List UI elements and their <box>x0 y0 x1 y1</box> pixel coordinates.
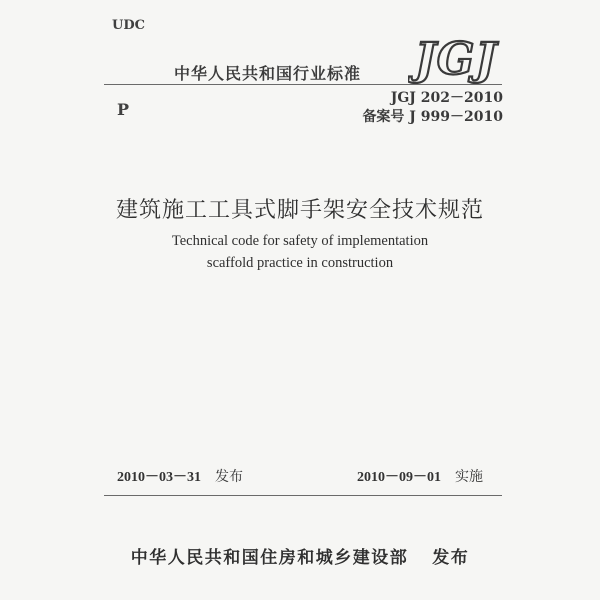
category-letter: P <box>117 100 130 119</box>
release-date: 2010－03－31 <box>117 470 201 485</box>
standard-codes <box>362 89 503 127</box>
record-number: 备案号 J 999－2010 <box>362 109 503 125</box>
footer-rule <box>104 495 502 496</box>
standard-type: 中华人民共和国行业标准 <box>174 64 362 83</box>
release-label: 发布 <box>215 469 243 485</box>
title-english-line2: scaffold practice in construction <box>206 255 394 271</box>
udc-label: UDC <box>112 18 145 33</box>
title-english-line1: Technical code for safety of implementation <box>171 233 429 249</box>
release-date-block <box>117 466 243 486</box>
title-english <box>0 230 600 274</box>
implement-label: 实施 <box>455 469 483 485</box>
implement-date: 2010－09－01 <box>357 470 441 485</box>
issuer-line <box>0 543 600 568</box>
implement-date-block <box>357 466 483 486</box>
jgj-logo <box>408 32 504 84</box>
jgj-logo-text: JGJ <box>414 34 498 84</box>
header-rule <box>104 84 502 85</box>
issuer-name: 中华人民共和国住房和城乡建设部 <box>130 548 409 568</box>
issuer-verb: 发布 <box>432 548 470 568</box>
standard-number: JGJ 202－2010 <box>390 90 503 106</box>
title-chinese: 建筑施工工具式脚手架安全技术规范 <box>115 198 484 223</box>
